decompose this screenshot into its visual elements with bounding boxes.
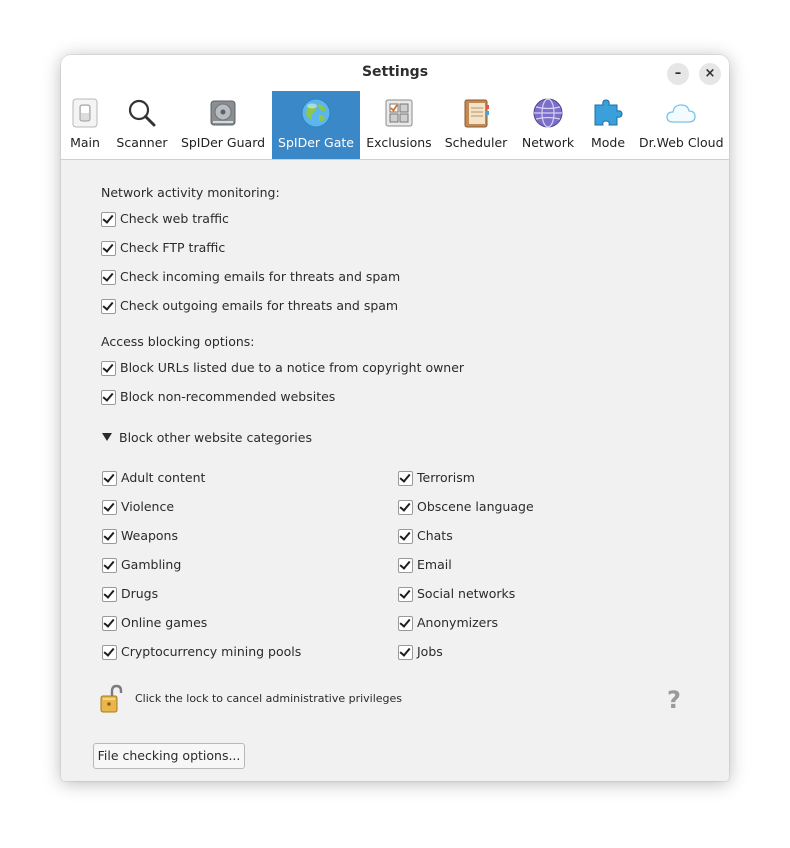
checkbox-label: Weapons — [121, 528, 178, 543]
checkbox-label: Anonymizers — [417, 615, 498, 630]
tab-scanner[interactable] — [111, 91, 173, 159]
close-button[interactable]: × — [699, 63, 721, 85]
checkbox-label: Online games — [121, 615, 208, 630]
tab-main[interactable] — [65, 91, 105, 159]
tab-label: Main — [70, 135, 100, 150]
checkbox-box[interactable] — [102, 529, 117, 544]
puzzle-icon — [592, 97, 624, 129]
notebook-icon — [460, 97, 492, 129]
tab-label: Scheduler — [444, 135, 508, 150]
checkbox-box[interactable] — [398, 616, 413, 631]
network-globe-icon — [532, 97, 564, 129]
checkbox-box[interactable] — [398, 529, 413, 544]
settings-window — [61, 55, 729, 781]
checkbox-box[interactable] — [102, 558, 117, 573]
checkbox-box[interactable] — [101, 270, 116, 285]
checkbox-box[interactable] — [398, 500, 413, 515]
tab-label: SpIDer Gate — [278, 135, 354, 150]
checkbox-label: Social networks — [417, 586, 516, 601]
tab-label: Network — [521, 135, 575, 150]
hard-drive-icon — [207, 97, 239, 129]
window-title: Settings — [361, 64, 429, 80]
spider-gate-settings-panel — [61, 160, 729, 781]
minimize-button[interactable]: – — [667, 63, 689, 85]
cloud-icon — [665, 97, 697, 129]
tab-label: SpIDer Guard — [180, 135, 266, 150]
tab-spider-guard[interactable] — [179, 91, 267, 159]
settings-toolbar — [61, 91, 729, 160]
tab-label: Exclusions — [366, 135, 432, 150]
tab-label: Dr.Web Cloud — [639, 135, 724, 150]
help-icon[interactable]: ? — [667, 686, 681, 714]
tab-exclusions[interactable] — [364, 91, 434, 159]
checkbox-label: Terrorism — [417, 470, 475, 485]
expander-label: Block other website categories — [119, 430, 312, 445]
checkbox-label: Block non-recommended websites — [120, 389, 336, 404]
checkbox-label: Block URLs listed due to a notice from copyright owner — [120, 360, 465, 375]
switch-icon — [69, 97, 101, 129]
tab-drweb-cloud[interactable] — [639, 91, 723, 159]
checkbox-box[interactable] — [102, 500, 117, 515]
checkbox-box[interactable] — [102, 645, 117, 660]
lock-hint-text: Click the lock to cancel administrative privileges — [135, 692, 403, 705]
file-checking-options-button[interactable]: File checking options... — [93, 743, 245, 769]
checkbox-label: Email — [417, 557, 452, 572]
categories-expander[interactable] — [102, 430, 312, 445]
checkbox-label: Cryptocurrency mining pools — [121, 644, 302, 659]
monitoring-heading: Network activity monitoring: — [101, 185, 280, 200]
checkbox-box[interactable] — [398, 587, 413, 602]
checkbox-box[interactable] — [101, 361, 116, 376]
blocking-heading: Access blocking options: — [101, 334, 255, 349]
checkbox-label: Adult content — [121, 470, 206, 485]
checkbox-box[interactable] — [102, 471, 117, 486]
tab-label: Scanner — [116, 135, 168, 150]
tab-scheduler[interactable] — [441, 91, 511, 159]
unlocked-padlock-icon[interactable] — [100, 684, 124, 714]
checkbox-box[interactable] — [101, 212, 116, 227]
checkbox-label: Obscene language — [417, 499, 534, 514]
checklist-icon — [383, 97, 415, 129]
checkbox-box[interactable] — [101, 241, 116, 256]
checkbox-box[interactable] — [102, 587, 117, 602]
checkbox-label: Check outgoing emails for threats and spam — [120, 298, 399, 313]
checkbox-label: Jobs — [417, 644, 443, 659]
expander-arrow-icon[interactable] — [102, 433, 112, 441]
checkbox-box[interactable] — [398, 558, 413, 573]
globe-icon — [300, 97, 332, 129]
checkbox-box[interactable] — [101, 299, 116, 314]
checkbox-label: Violence — [121, 499, 175, 514]
checkbox-label: Gambling — [121, 557, 182, 572]
checkbox-label: Check FTP traffic — [120, 240, 226, 255]
tab-network[interactable] — [518, 91, 578, 159]
title-bar — [61, 55, 729, 91]
checkbox-label: Drugs — [121, 586, 159, 601]
checkbox-label: Check incoming emails for threats and spam — [120, 269, 401, 284]
tab-label: Mode — [590, 135, 626, 150]
checkbox-label: Chats — [417, 528, 453, 543]
checkbox-box[interactable] — [102, 616, 117, 631]
tab-mode[interactable] — [584, 91, 632, 159]
checkbox-label: Check web traffic — [120, 211, 229, 226]
checkbox-box[interactable] — [101, 390, 116, 405]
checkbox-box[interactable] — [398, 471, 413, 486]
tab-spider-gate[interactable] — [272, 91, 360, 159]
checkbox-box[interactable] — [398, 645, 413, 660]
magnifier-icon — [126, 97, 158, 129]
